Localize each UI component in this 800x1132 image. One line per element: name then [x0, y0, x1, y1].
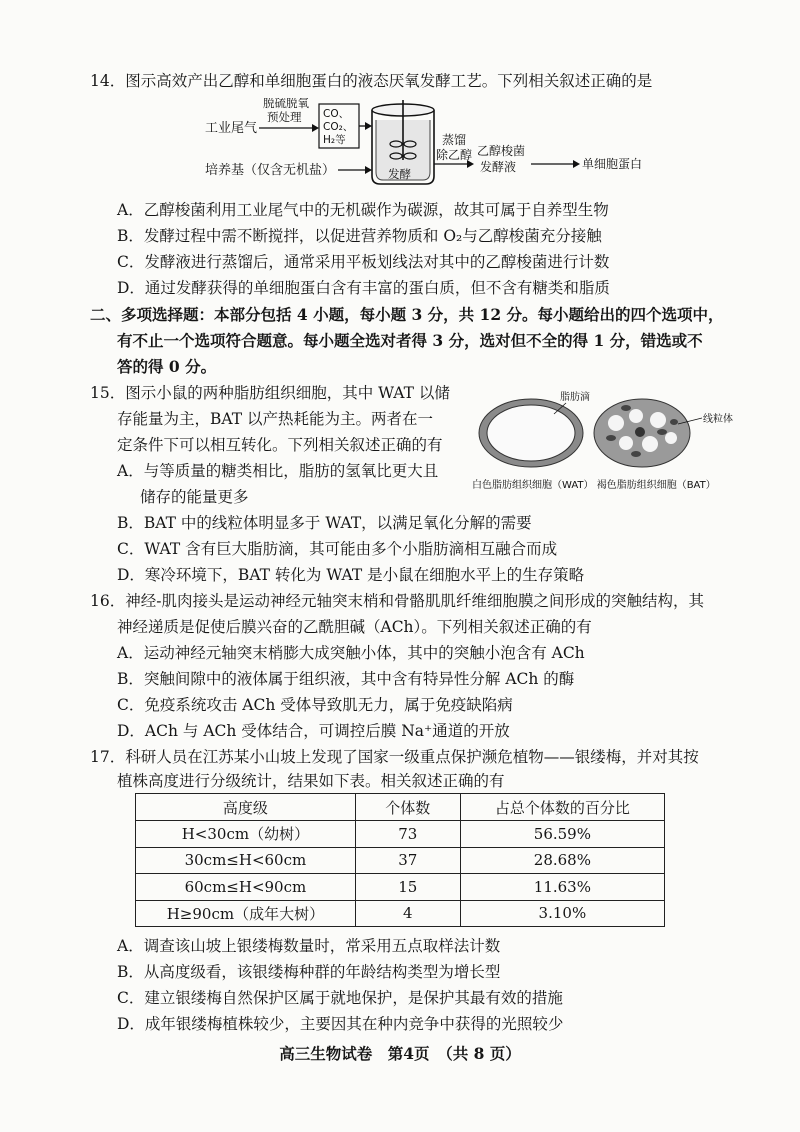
- ferment-label: 发酵: [388, 167, 411, 181]
- fermentation-flow-diagram: [195, 98, 675, 188]
- q15-option-a-1[interactable]: A．与等质量的糖类相比，脂肪的氢氧比更大且: [117, 462, 439, 480]
- header-percent: 占总个体数的百分比: [460, 794, 664, 821]
- distill-label-1: 蒸馏: [442, 133, 467, 147]
- mito-label: 线粒体: [703, 414, 733, 425]
- q14-stem: 14．图示高效产出乙醇和单细胞蛋白的液态厌氧发酵工艺。下列相关叙述正确的是: [90, 72, 653, 90]
- medium-label: 培养基（仅含无机盐）: [205, 163, 336, 178]
- cell-height: H≥90cm（成年大树）: [136, 900, 356, 927]
- distill-label-2: 除乙醇: [436, 148, 473, 162]
- height-class-table: [135, 793, 665, 927]
- fermenter-tank-icon: [372, 100, 434, 184]
- q17-stem-2: 植株高度进行分级统计，结果如下表。相关叙述正确的有: [117, 772, 505, 790]
- q14-option-d[interactable]: D．通过发酵获得的单细胞蛋白含有丰富的蛋白质，但不含有糖类和脂质: [117, 279, 610, 297]
- section2-line-1: 二、多项选择题：本部分包括 4 小题，每小题 3 分，共 12 分。每小题给出的四个选项中，: [90, 305, 724, 324]
- gas-h2: H₂等: [323, 134, 346, 146]
- q17-option-d[interactable]: D．成年银缕梅植株较少，主要因其在种内竞争中获得的光照较少: [117, 1015, 564, 1033]
- header-height-class: 高度级: [136, 794, 356, 821]
- page-footer: 高三生物试卷 第4页 （共 8 页）: [279, 1044, 521, 1063]
- section2-line-2: 有不止一个选项符合题意。每小题全选对者得 3 分，选对但不全的得 1 分，错选或不: [117, 331, 703, 350]
- gas-co2: CO₂、: [323, 121, 354, 133]
- header-count: 个体数: [355, 794, 460, 821]
- q16-option-c[interactable]: C．免疫系统攻击 ACh 受体导致肌无力，属于免疫缺陷病: [117, 696, 513, 714]
- cell-count: 4: [355, 900, 460, 927]
- liquid-label-1: 乙醇梭菌: [477, 144, 526, 158]
- cell-height: 60cm≤H<90cm: [136, 874, 356, 901]
- q16-option-a[interactable]: A．运动神经元轴突末梢膨大成突触小体，其中的突触小泡含有 ACh: [117, 644, 585, 662]
- cell-height: H<30cm（幼树）: [136, 821, 356, 848]
- q17-stem-1: 17．科研人员在江苏某小山坡上发现了国家一级重点保护濒危植物——银缕梅，并对其按: [90, 748, 699, 766]
- table-row: [136, 847, 665, 874]
- cell-count: 15: [355, 874, 460, 901]
- industrial-gas-label: 工业尾气: [205, 121, 258, 136]
- table-row: [136, 821, 665, 848]
- bat-cell-icon: [594, 399, 690, 467]
- cell-height: 30cm≤H<60cm: [136, 847, 356, 874]
- q15-stem-1: 15．图示小鼠的两种脂肪组织细胞，其中 WAT 以储: [90, 384, 450, 402]
- table-header-row: [136, 794, 665, 821]
- q15-option-b[interactable]: B．BAT 中的线粒体明显多于 WAT，以满足氧化分解的需要: [117, 514, 532, 532]
- pretreat-label-2: 预处理: [267, 110, 302, 124]
- fat-cells-figure: [466, 388, 736, 500]
- q16-option-b[interactable]: B．突触间隙中的液体属于组织液，其中含有特异性分解 ACh 的酶: [117, 670, 575, 688]
- q16-stem-1: 16．神经-肌肉接头是运动神经元轴突末梢和骨骼肌肌纤维细胞膜之间形成的突触结构，其: [90, 592, 704, 610]
- q17-option-a[interactable]: A．调查该山坡上银缕梅数量时，常采用五点取样法计数: [117, 937, 501, 955]
- cell-percent: 28.68%: [460, 847, 664, 874]
- q16-stem-2: 神经递质是促使后膜兴奋的乙酰胆碱（ACh）。下列相关叙述正确的有: [117, 618, 592, 636]
- q14-option-a[interactable]: A．乙醇梭菌利用工业尾气中的无机碳作为碳源，故其可属于自养型生物: [117, 201, 609, 219]
- q16-option-d[interactable]: D．ACh 与 ACh 受体结合，可调控后膜 Na⁺通道的开放: [117, 722, 510, 740]
- q14-option-b[interactable]: B．发酵过程中需不断搅拌，以促进营养物质和 O₂与乙醇梭菌充分接触: [117, 227, 602, 245]
- q17-option-c[interactable]: C．建立银缕梅自然保护区属于就地保护，是保护其最有效的措施: [117, 989, 563, 1007]
- cell-percent: 3.10%: [460, 900, 664, 927]
- cell-count: 37: [355, 847, 460, 874]
- q14-option-c[interactable]: C．发酵液进行蒸馏后，通常采用平板划线法对其中的乙醇梭菌进行计数: [117, 253, 610, 271]
- q17-option-b[interactable]: B．从高度级看，该银缕梅种群的年龄结构类型为增长型: [117, 963, 501, 981]
- cell-count: 73: [355, 821, 460, 848]
- droplet-label: 脂肪滴: [560, 392, 590, 403]
- q15-stem-2: 存能量为主，BAT 以产热耗能为主。两者在一: [117, 410, 434, 428]
- section2-line-3: 答的得 0 分。: [117, 357, 217, 376]
- wat-cell-icon: [479, 399, 583, 467]
- liquid-label-2: 发酵液: [480, 160, 517, 174]
- q15-option-c[interactable]: C．WAT 含有巨大脂肪滴，其可能由多个小脂肪滴相互融合而成: [117, 540, 558, 558]
- cell-percent: 11.63%: [460, 874, 664, 901]
- q15-option-a-2: 储存的能量更多: [140, 488, 249, 506]
- q15-option-d[interactable]: D．寒冷环境下，BAT 转化为 WAT 是小鼠在细胞水平上的生存策略: [117, 566, 585, 584]
- gas-co: CO、: [323, 108, 350, 120]
- table-row: [136, 900, 665, 927]
- pretreat-label-1: 脱硫脱氧: [263, 98, 309, 110]
- table-row: [136, 874, 665, 901]
- cells-caption: 白色脂肪组织细胞（WAT） 褐色脂肪组织细胞（BAT）: [472, 480, 716, 491]
- cell-percent: 56.59%: [460, 821, 664, 848]
- product-label: 单细胞蛋白: [582, 157, 643, 171]
- q15-stem-3: 定条件下可以相互转化。下列相关叙述正确的有: [117, 436, 443, 454]
